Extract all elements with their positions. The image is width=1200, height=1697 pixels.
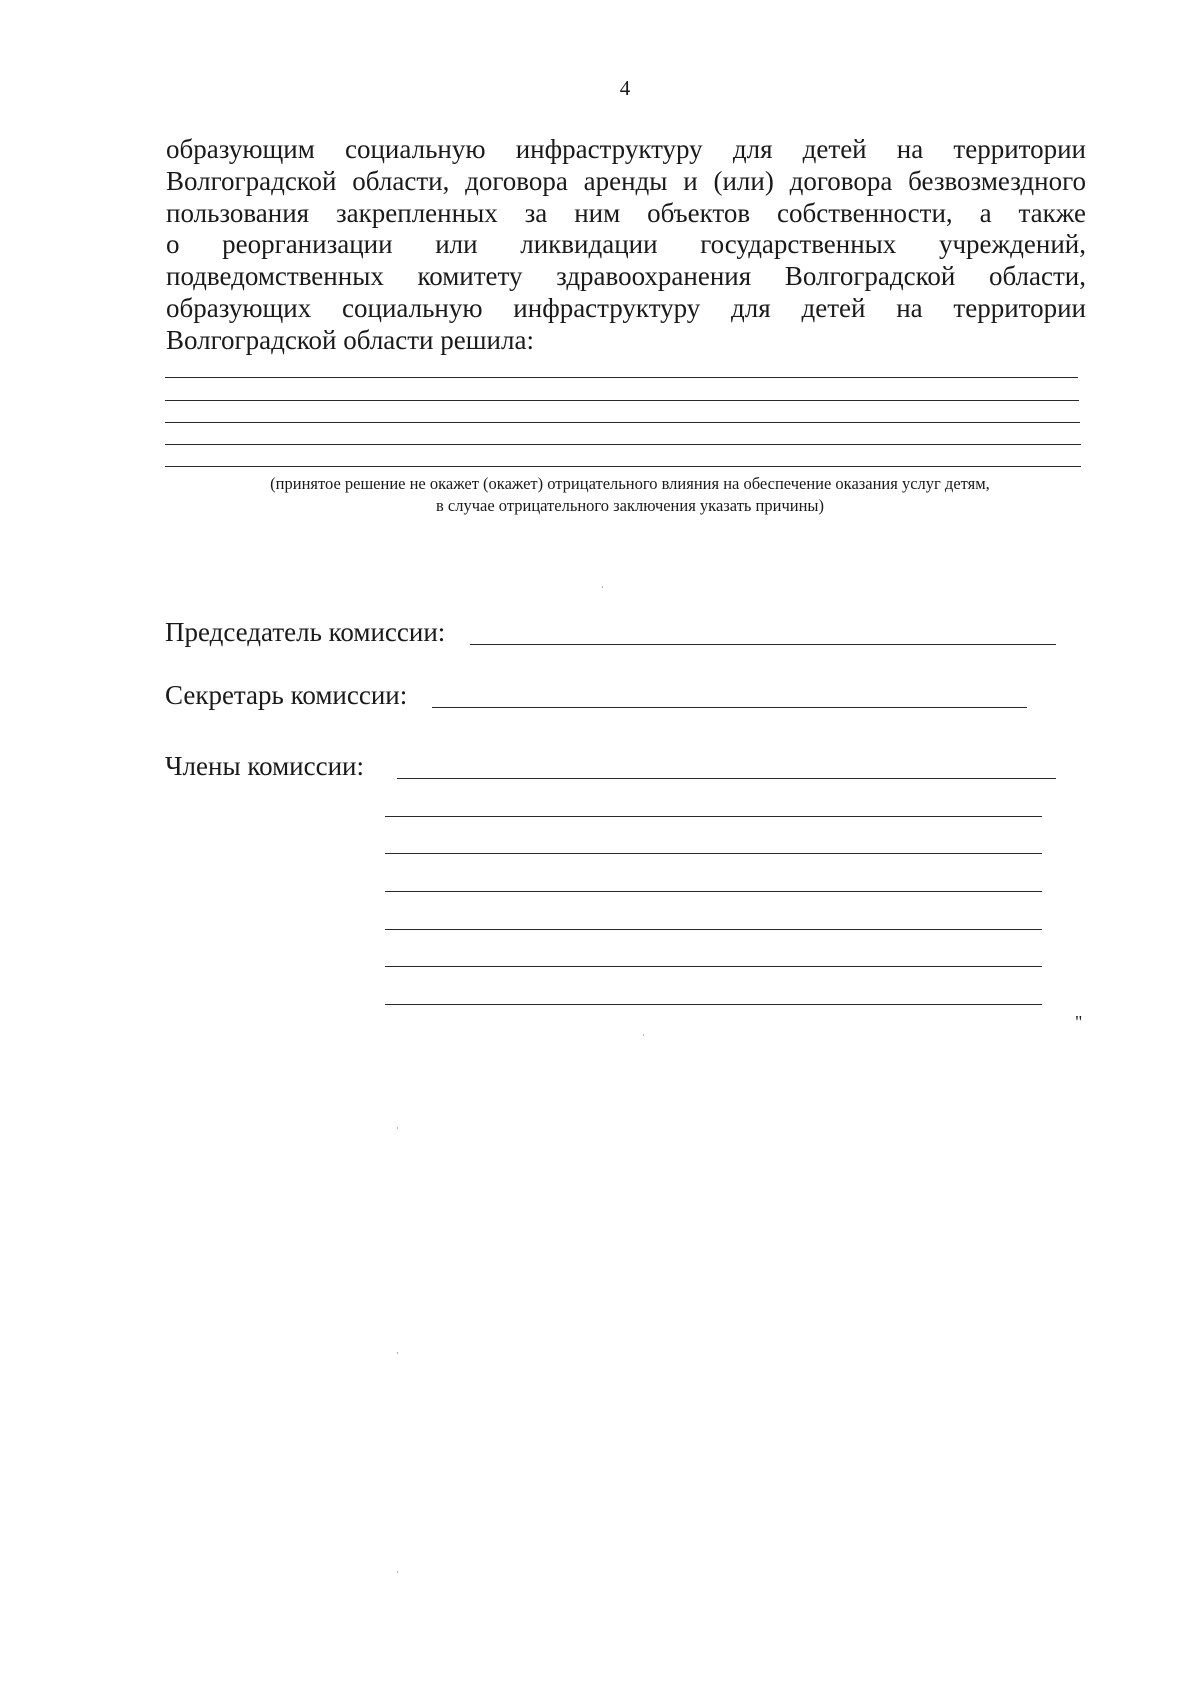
member-signature-line (385, 966, 1042, 967)
scan-speck (397, 1352, 398, 1354)
decision-rule (165, 444, 1081, 445)
closing-quote-mark: " (1075, 1012, 1083, 1032)
members-label: Члены комиссии: (165, 751, 364, 781)
scan-speck (397, 1127, 398, 1129)
paragraph-line: подведомственных комитету здравоохранения Волгоградской области, (166, 261, 1086, 292)
paragraph-line: Волгоградской области, договора аренды и (или) договора безвозмездного (166, 165, 1086, 196)
decision-caption (150, 473, 1110, 517)
decision-rule (165, 400, 1079, 401)
member-signature-line (385, 891, 1042, 892)
decision-paragraph (166, 134, 1086, 357)
caption-line: (принятое решение не окажет (окажет) отрицательного влияния на обеспечение оказания услуг детям, (270, 474, 990, 493)
secretary-label: Секретарь комиссии: (165, 680, 408, 710)
secretary-signature-line (432, 707, 1027, 708)
scan-speck (602, 586, 603, 588)
member-signature-line (385, 853, 1042, 854)
caption-line: в случае отрицательного заключения указать причины) (436, 496, 824, 515)
decision-rule (165, 422, 1080, 423)
paragraph-line: о реорганизации или ликвидации государственных учреждений, (166, 229, 1086, 260)
scan-speck (643, 1034, 644, 1036)
member-signature-line (397, 778, 1056, 779)
member-signature-line (385, 1004, 1042, 1005)
page-number: 4 (619, 76, 631, 100)
decision-rule (165, 466, 1081, 467)
paragraph-line: Волгоградской области решила: (166, 324, 534, 355)
decision-rule (165, 377, 1078, 378)
chairman-label: Председатель комиссии: (165, 617, 446, 647)
member-signature-line (385, 929, 1042, 930)
member-signature-line (385, 816, 1042, 817)
scan-speck (397, 1571, 398, 1573)
paragraph-line: образующих социальную инфраструктуру для детей на территории (166, 292, 1086, 323)
chairman-signature-line (470, 644, 1056, 645)
paragraph-line: образующим социальную инфраструктуру для детей на территории (166, 134, 1086, 164)
paragraph-line: пользования закрепленных за ним объектов собственности, а также (166, 197, 1086, 228)
